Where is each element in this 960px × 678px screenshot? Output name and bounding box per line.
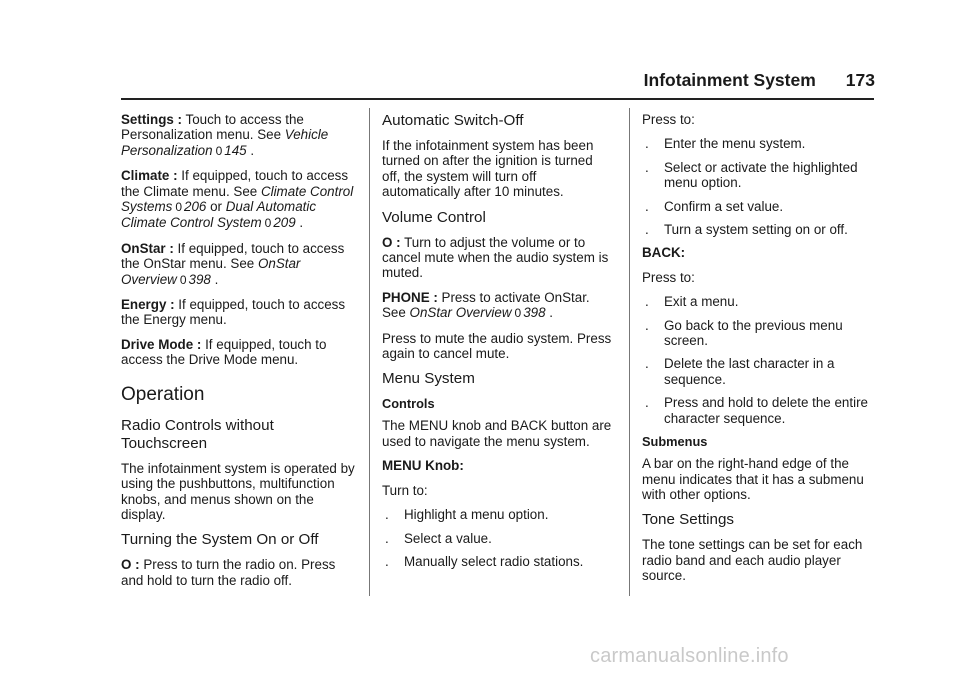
list-item: . Press and hold to delete the entire character sequence. xyxy=(642,395,874,426)
page-ref-icon: 0 xyxy=(215,143,223,158)
bullet-icon: . xyxy=(645,159,649,175)
press-to-label: Press to: xyxy=(642,112,695,127)
header-rule xyxy=(121,98,874,100)
cross-reference-link[interactable]: OnStar Overview xyxy=(121,256,301,287)
list-item: . Exit a menu. xyxy=(642,294,874,309)
bullet-icon: . xyxy=(645,294,649,310)
bullet-icon: . xyxy=(645,198,649,214)
controls-heading: Controls xyxy=(382,396,435,412)
bullet-icon: . xyxy=(645,395,649,411)
turn-to-label: Turn to: xyxy=(382,482,428,498)
bullet-icon: . xyxy=(385,553,389,569)
tone-settings-text: The tone settings can be set for each radio band and each audio player source. xyxy=(642,537,863,584)
tone-settings-heading: Tone Settings xyxy=(642,511,735,529)
power-volume-icon: O xyxy=(382,234,393,250)
list-item: . Select a value. xyxy=(382,531,614,546)
cross-reference-link[interactable]: Climate Control Systems xyxy=(121,183,354,215)
energy-entry: Energy : If equipped, touch to access the Energy menu. xyxy=(121,297,346,328)
column-3 xyxy=(642,112,874,593)
page-title: Infotainment System xyxy=(643,70,816,90)
automatic-switch-off-heading: Automatic Switch-Off xyxy=(382,112,524,129)
list-item: . Go back to the previous menu screen. xyxy=(642,318,874,349)
page-number: 173 xyxy=(845,70,875,90)
radio-controls-heading: Radio Controls without Touchscreen xyxy=(121,416,274,452)
cross-reference-link[interactable]: Vehicle Personalization xyxy=(121,127,329,158)
controls-text: The MENU knob and BACK button are used to navigate the menu system. xyxy=(382,418,612,449)
submenus-text: A bar on the right-hand edge of the menu indicates that it has a submenu with other options. xyxy=(642,456,864,502)
page-ref-icon: 0 xyxy=(514,306,522,321)
page-ref-icon: 0 xyxy=(179,272,187,287)
column-1 xyxy=(121,112,357,597)
list-item: . Turn a system setting on or off. xyxy=(642,222,874,237)
bullet-icon: . xyxy=(645,356,649,372)
bullet-icon: . xyxy=(385,507,389,523)
settings-entry: Settings : Touch to access the Personalization menu. See Vehicle Personalization 0 145 . xyxy=(121,112,329,158)
page-ref-icon: 0 xyxy=(175,200,183,215)
bullet-icon: . xyxy=(385,530,389,546)
column-2 xyxy=(382,112,614,577)
cross-reference-link[interactable]: OnStar Overview xyxy=(409,305,512,321)
list-item: . Enter the menu system. xyxy=(642,136,874,151)
bullet-icon: . xyxy=(645,136,649,152)
climate-entry: Climate : If equipped, touch to access the Climate menu. See Climate Control Systems 0 206 or Dual Automatic Climate Control System 0 209 . xyxy=(121,168,354,231)
bullet-icon: . xyxy=(645,317,649,333)
power-entry: O : Press to turn the radio on. Press and hold to turn the radio off. xyxy=(121,557,336,588)
drive-mode-entry: Drive Mode : If equipped, touch to access the Drive Mode menu. xyxy=(121,336,327,368)
watermark: carmanualsonline.info xyxy=(590,645,789,667)
menu-system-heading: Menu System xyxy=(382,370,475,388)
list-item: . Confirm a set value. xyxy=(642,199,874,214)
page-ref-icon: 0 xyxy=(264,216,272,231)
press-to-label-2: Press to: xyxy=(642,269,695,285)
volume-entry: O : Turn to adjust the volume or to cancel mute when the audio system is muted. xyxy=(382,234,609,281)
mute-text: Press to mute the audio system. Press again to cancel mute. xyxy=(382,330,612,362)
list-item: . Highlight a menu option. xyxy=(382,507,614,522)
onstar-entry: OnStar : If equipped, touch to access the OnStar menu. See OnStar Overview 0 398 . xyxy=(121,240,345,287)
cross-reference-link[interactable]: Dual Automatic Climate Control System xyxy=(121,199,317,231)
phone-entry: PHONE : Press to activate OnStar. See OnStar Overview 0 398 . xyxy=(382,289,590,321)
turning-system-heading: Turning the System On or Off xyxy=(121,531,319,549)
volume-control-heading: Volume Control xyxy=(382,208,486,226)
column-divider xyxy=(369,108,370,596)
bullet-icon: . xyxy=(645,222,649,238)
back-label: BACK: xyxy=(642,245,686,261)
page-header xyxy=(644,70,875,91)
radio-controls-text: The infotainment system is operated by using the pushbuttons, multifunction knobs, and menus shown on the display. xyxy=(121,460,355,522)
menu-knob-label: MENU Knob: xyxy=(382,458,464,474)
list-item: . Select or activate the highlighted menu option. xyxy=(642,160,874,191)
power-icon: O xyxy=(121,557,132,573)
submenus-heading: Submenus xyxy=(642,434,708,450)
column-divider xyxy=(629,108,630,596)
list-item: . Manually select radio stations. xyxy=(382,554,614,569)
automatic-switch-off-text: If the infotainment system has been turned on after the ignition is turned off, the system will turn off automatically after 10 minutes. xyxy=(382,138,594,200)
list-item: . Delete the last character in a sequence. xyxy=(642,356,874,387)
operation-heading: Operation xyxy=(121,383,205,405)
